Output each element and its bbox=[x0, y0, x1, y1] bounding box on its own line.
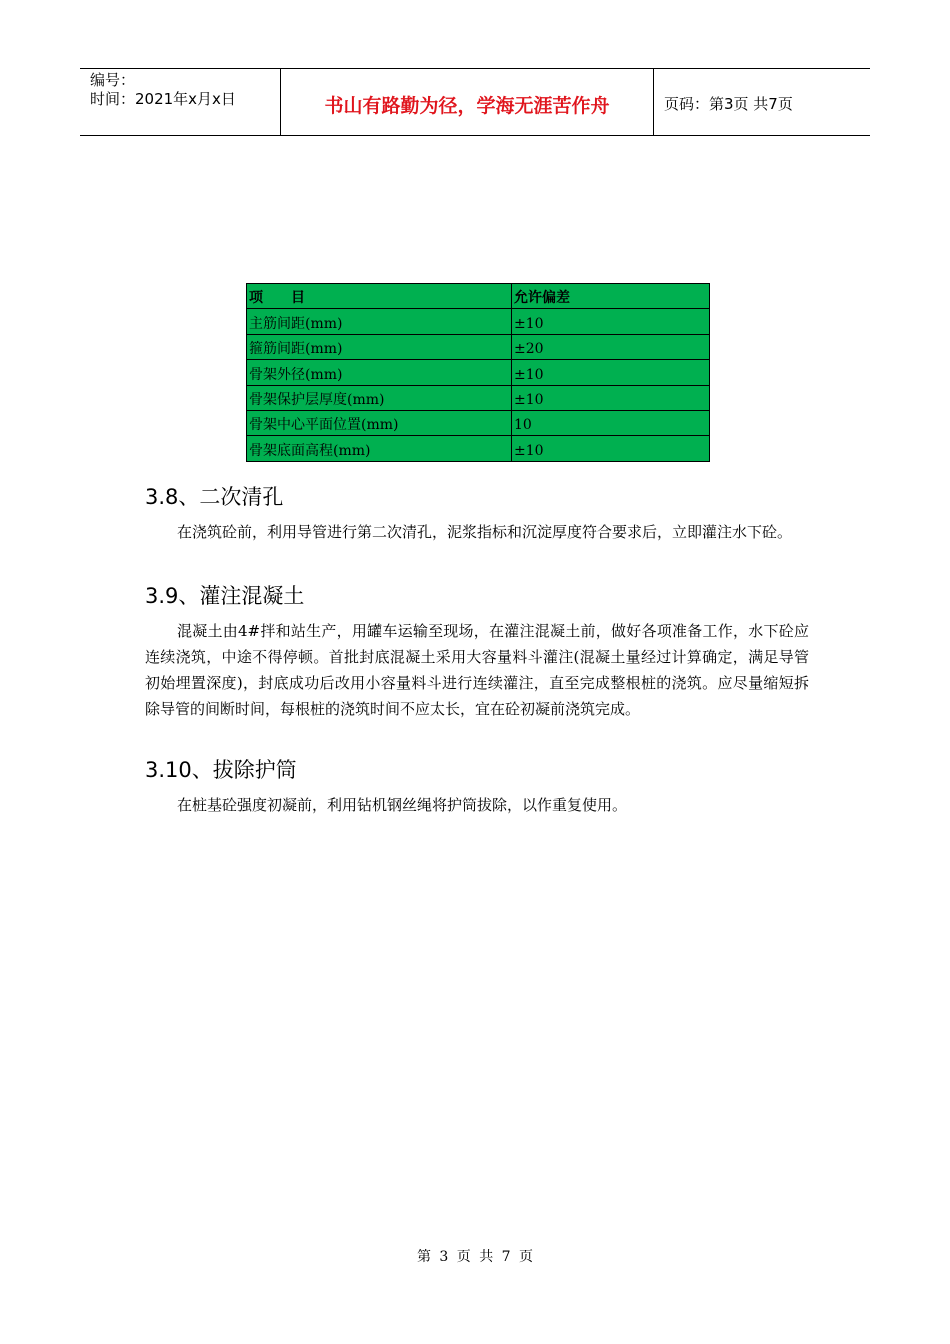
header-motto: 书山有路勤为径，学海无涯苦作舟 bbox=[281, 69, 654, 135]
section-body-3-8: 在浇筑砼前，利用导管进行第二次清孔，泥浆指标和沉淀厚度符合要求后，立即灌注水下砼。 bbox=[177, 523, 793, 541]
tolerance-table bbox=[246, 283, 710, 462]
table-cell-tolerance: ±10 bbox=[512, 360, 710, 385]
table-cell-tolerance: ±10 bbox=[512, 309, 710, 334]
table-header-row bbox=[247, 284, 710, 309]
table-row bbox=[247, 360, 710, 385]
header-meta bbox=[80, 69, 281, 135]
table-cell-tolerance: ±10 bbox=[512, 385, 710, 410]
section-body-3-10: 在桩基砼强度初凝前，利用钻机钢丝绳将护筒拔除，以作重复使用。 bbox=[177, 796, 628, 814]
table-row bbox=[247, 410, 710, 435]
table-row bbox=[247, 334, 710, 359]
document-number-label: 编号： bbox=[90, 71, 136, 89]
table-row bbox=[247, 309, 710, 334]
table-cell-tolerance: ±10 bbox=[512, 436, 710, 461]
section-heading-3-9: 3.9、灌注混凝土 bbox=[145, 584, 305, 608]
table-cell-item: 主筋间距(mm) bbox=[247, 309, 512, 334]
table-cell-item: 骨架外径(mm) bbox=[247, 360, 512, 385]
document-date: 时间：2021年x月x日 bbox=[90, 90, 236, 108]
table-header-tolerance: 允许偏差 bbox=[512, 284, 710, 309]
table-cell-item: 箍筋间距(mm) bbox=[247, 334, 512, 359]
header-page-info: 页码：第3页 共7页 bbox=[664, 94, 793, 113]
section-body-3-9: 混凝土由4#拌和站生产，用罐车运输至现场，在灌注混凝土前，做好各项准备工作，水下砼应连续浇筑，中途不得停顿。首批封底混凝土采用大容量料斗灌注(混凝土量经过计算确定，满足导管初始埋置深度)，封底成功后改用小容量料斗进行连续灌注，直至完成整根桩的浇筑。应尽量缩短拆除导管的间断时间，每根桩的浇筑时间不应太长，宜在砼初凝前浇筑完成。 bbox=[145, 622, 809, 718]
table-header-item: 项 目 bbox=[247, 284, 512, 309]
table-row bbox=[247, 436, 710, 461]
table-cell-tolerance: ±20 bbox=[512, 334, 710, 359]
section-heading-3-8: 3.8、二次清孔 bbox=[145, 485, 284, 509]
page-header bbox=[80, 68, 870, 136]
section-heading-3-10: 3.10、拔除护筒 bbox=[145, 758, 297, 782]
table-cell-tolerance: 10 bbox=[512, 410, 710, 435]
table-cell-item: 骨架中心平面位置(mm) bbox=[247, 410, 512, 435]
table-cell-item: 骨架底面高程(mm) bbox=[247, 436, 512, 461]
table-row bbox=[247, 385, 710, 410]
page-footer: 第 3 页 共 7 页 bbox=[416, 1249, 534, 1265]
table-cell-item: 骨架保护层厚度(mm) bbox=[247, 385, 512, 410]
